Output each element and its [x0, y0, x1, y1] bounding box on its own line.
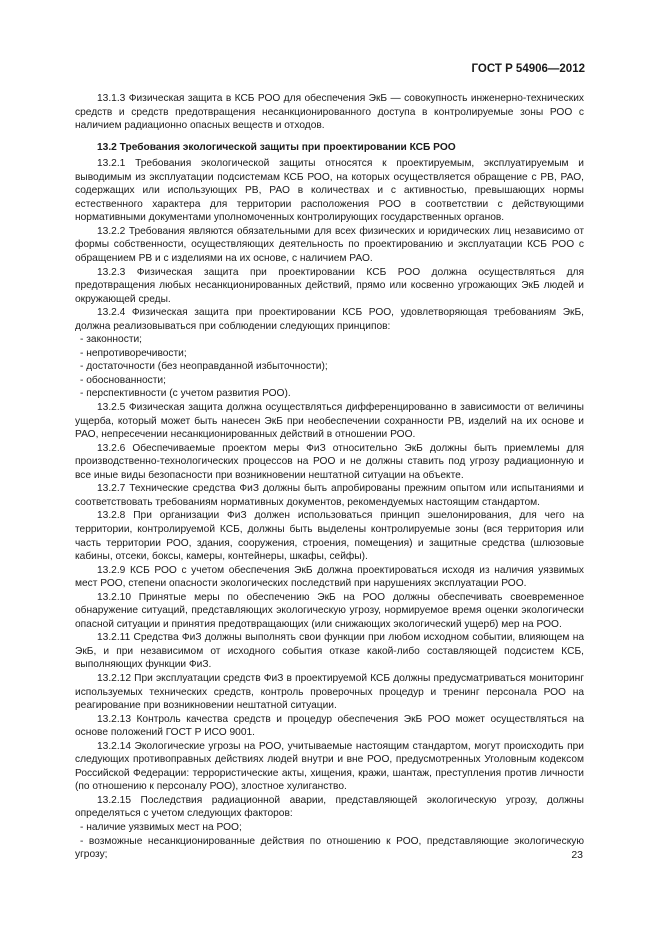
paragraph-13-2-5: 13.2.5 Физическая защита должна осуществляться дифференцированно в зависимости от величины ущерба, который может быть нанесен ЭкБ при необеспечении сохранности РВ, изделий на их основе и РАО, непресечении несанкционированных действий в отношении РОО. [75, 402, 584, 441]
list-item: - обоснованности; [75, 374, 584, 388]
paragraph-13-2-4: 13.2.4 Физическая защита при проектировании КСБ РОО, удовлетворяющая требованиям ЭкБ, должна реализовываться при соблюдении следующих принципов: [75, 307, 584, 332]
paragraph-13-2-8: 13.2.8 При организации ФиЗ должен использоваться принцип эшелонирования, для чего на территории, контролируемой КСБ, должны быть выделены контролируемые зоны (вся территория или часть территории РОО, здания, сооружения, строения, помещения) и защитные средства (шлюзовые кабины, отсеки, боксы, камеры, контейнеры, шкафы, сейфы). [75, 510, 584, 563]
factors-list [75, 821, 584, 862]
list-item: - достаточности (без неоправданной избыточности); [75, 360, 584, 374]
paragraph-13-2-12: 13.2.12 При эксплуатации средств ФиЗ в проектируемой КСБ должны предусматриваться мониторинг используемых технических средств, контроль проверочных процедур и тренинг персонала РОО на реагирование при возникновении нештатной ситуации. [75, 672, 584, 712]
page-number: 23 [571, 849, 583, 861]
paragraph-13-1-3: 13.1.3 Физическая защита в КСБ РОО для обеспечения ЭкБ — совокупность инженерно-технических средств и средств предотвращения несанкционированного доступа в контролируемые зоны РОО с наличием радиационно опасных веществ и отходов. [75, 93, 584, 132]
standard-header: ГОСТ Р 54906—2012 [471, 63, 585, 75]
paragraph-13-2-11: 13.2.11 Средства ФиЗ должны выполнять свои функции при любом исходном событии, влияющем на ЭкБ, и при независимом от исходного события отказе какой-либо составляющей подсистем КСБ, выполняющих функции ФиЗ. [75, 632, 584, 671]
list-item: - наличие уязвимых мест на РОО; [75, 821, 584, 835]
paragraph-13-2-7: 13.2.7 Технические средства ФиЗ должны быть апробированы прежним опытом или испытаниями и соответствовать требованиям нормативных документов, рекомендуемых настоящим стандартом. [75, 483, 584, 508]
list-item: - законности; [75, 333, 584, 347]
list-item: - возможные несанкционированные действия по отношению к РОО, представляющие экологическую угрозу; [75, 835, 584, 862]
list-item: - перспективности (с учетом развития РОО). [75, 387, 584, 401]
paragraph-13-2-9: 13.2.9 КСБ РОО с учетом обеспечения ЭкБ должна проектироваться исходя из наличия уязвимых мест РОО, степени опасности экологических последствий при нарушениях эксплуатации РОО. [75, 564, 584, 590]
paragraph-13-2-10: 13.2.10 Принятые меры по обеспечению ЭкБ на РОО должны обеспечивать своевременное обнаружение ситуаций, представляющих экологическую угрозу, нормируемое время оценки экологически опасной ситуации и принятия предотвращающих (или снижающих экологический ущерб) мер на РОО. [75, 591, 584, 630]
paragraph-13-2-1: 13.2.1 Требования экологической защиты относятся к проектируемым, эксплуатируемым и выводимым из эксплуатации подсистемам КСБ РОО, на которых осуществляется обращение с РВ, РАО, содержащих или использующих РВ, РАО в количествах и с активностью, превышающих нормы естественного характера для территории расположения РОО в соответствии с действующими нормативными документами уполномоченных контролирующих государственных органов. [75, 158, 584, 224]
document-body [75, 92, 584, 862]
paragraph-13-2-2: 13.2.2 Требования являются обязательными для всех физических и юридических лиц независимо от формы собственности, осуществляющих деятельность по проектированию и эксплуатации КСБ РОО с обращением РВ и с изделиями на их основе, с наличием РАО. [75, 225, 584, 265]
paragraph-13-2-13: 13.2.13 Контроль качества средств и процедур обеспечения ЭкБ РОО может осуществляться на основе положений ГОСТ Р ИСО 9001. [75, 713, 584, 739]
principles-list [75, 333, 584, 401]
section-title-13-2: 13.2 Требования экологической защиты при проектировании КСБ РОО [97, 141, 456, 153]
paragraph-13-2-3: 13.2.3 Физическая защита при проектировании КСБ РОО должна осуществляться для предотвращения любых несанкционированных действий, прямо или косвенно угрожающих ЭкБ людей и окружающей среды. [75, 266, 584, 305]
paragraph-13-2-6: 13.2.6 Обеспечиваемые проектом меры ФиЗ относительно ЭкБ должны быть приемлемы для производственно-технологических процессов на РОО и не должны ставить под угрозу радиационную и все иные виды безопасности при возникновении нештатной ситуации на объекте. [75, 442, 584, 481]
paragraph-13-2-15: 13.2.15 Последствия радиационной аварии, представляющей экологическую угрозу, должны определяться с учетом следующих факторов: [75, 794, 584, 820]
list-item: - непротиворечивости; [75, 347, 584, 361]
paragraph-13-2-14: 13.2.14 Экологические угрозы на РОО, учитываемые настоящим стандартом, могут происходить при следующих противоправных действиях людей внутри и вне РОО, предусмотренных Уголовным кодексом Российской Федерации: террористические акты, хищения, кражи, шантаж, преступления против личности (по отношению к персоналу РОО), злостное хулиганство. [75, 740, 584, 793]
